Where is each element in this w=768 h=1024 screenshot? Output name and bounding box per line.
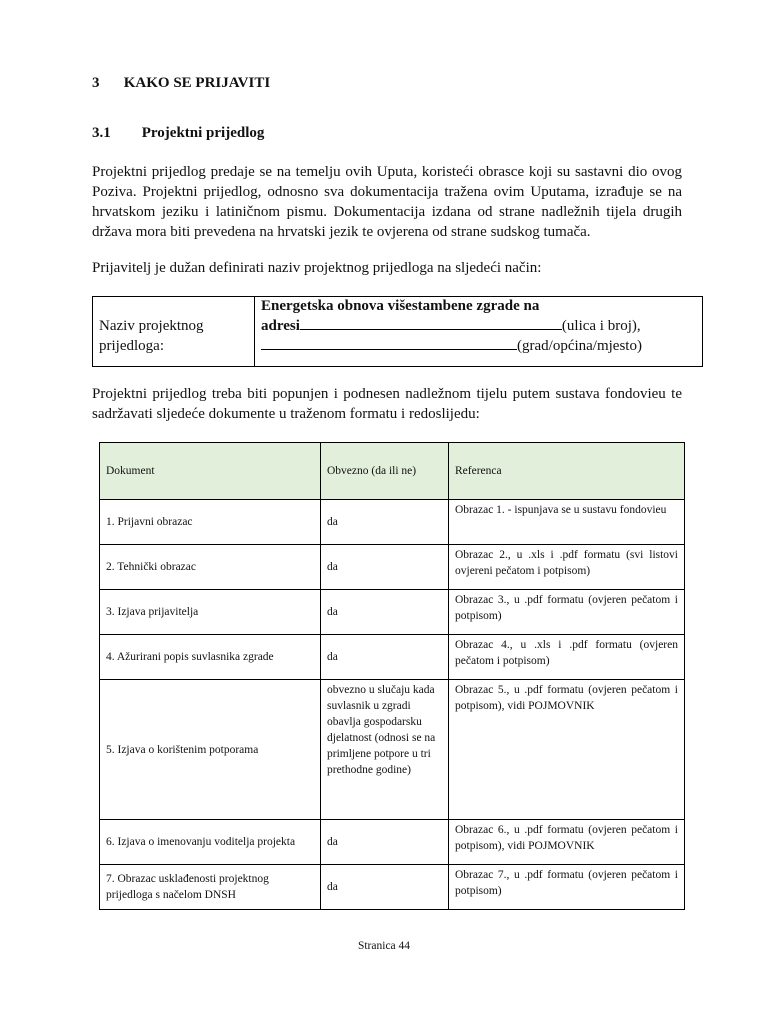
cell-referenca: Obrazac 2., u .xls i .pdf formatu (svi listovi ovjereni pečatom i potpisom) xyxy=(449,545,685,590)
page-footer: Stranica 44 xyxy=(357,940,411,952)
subsection-number: 3.1 xyxy=(92,125,111,141)
cell-obvezno: da xyxy=(321,500,449,545)
cell-referenca: Obrazac 6., u .pdf formatu (ovjeren pečatom i potpisom), vidi POJMOVNIK xyxy=(449,820,685,865)
cell-dokument: 7. Obrazac usklađenosti projektnog prijedloga s načelom DNSH xyxy=(100,865,321,910)
cell-dokument: 3. Izjava prijavitelja xyxy=(100,590,321,635)
paragraph-intro: Projektni prijedlog predaje se na temelju ovih Uputa, koristeći obrasce koji su sastavni dio ovog Poziva. Projektni prijedlog, odnosno sva dokumentacija tražena ovim Uputama, izrađuje se na hrvatskom jeziku i latiničnom pismu. Dokumentacija izdana od strane nadležnih tijela drugih država mora biti prevedena na hrvatski jezik te ovjerena od strane sudskog tumača. xyxy=(92,164,682,240)
paragraph-documents-instruction: Projektni prijedlog treba biti popunjen i podnesen nadležnom tijelu putem sustava fondovieu te sadržavati sljedeće dokumente u traženom formatu i redoslijedu: xyxy=(92,386,682,422)
documents-table xyxy=(99,442,685,910)
table-row xyxy=(100,635,685,680)
table-row xyxy=(100,680,685,820)
header-referenca: Referenca xyxy=(449,443,685,500)
address-blank-line xyxy=(300,316,562,330)
subsection-heading xyxy=(92,125,264,142)
naziv-label-cell xyxy=(93,297,255,366)
section-heading xyxy=(92,75,270,92)
header-obvezno: Obvezno (da ili ne) xyxy=(321,443,449,500)
cell-dokument: 4. Ažurirani popis suvlasnika zgrade xyxy=(100,635,321,680)
cell-dokument: 1. Prijavni obrazac xyxy=(100,500,321,545)
section-title: KAKO SE PRIJAVITI xyxy=(123,75,271,91)
table-row xyxy=(100,865,685,910)
cell-referenca: Obrazac 5., u .pdf formatu (ovjeren pečatom i potpisom), vidi POJMOVNIK xyxy=(449,680,685,820)
paragraph-naziv-instruction: Prijavitelj je dužan definirati naziv projektnog prijedloga na sljedeći način: xyxy=(92,260,542,276)
naziv-line3 xyxy=(261,336,701,356)
naziv-label: Naziv projektnog prijedloga: xyxy=(99,318,204,354)
cell-obvezno: da xyxy=(321,590,449,635)
subsection-title: Projektni prijedlog xyxy=(141,125,265,141)
cell-referenca: Obrazac 1. - ispunjava se u sustavu fondovieu xyxy=(449,500,685,545)
naziv-line3-suffix: (grad/općina/mjesto) xyxy=(517,338,642,354)
cell-referenca: Obrazac 7., u .pdf formatu (ovjeren pečatom i potpisom) xyxy=(449,865,685,910)
cell-obvezno: da xyxy=(321,545,449,590)
naziv-line1: Energetska obnova višestambene zgrade na xyxy=(261,298,540,314)
table-row xyxy=(100,545,685,590)
naziv-line2-suffix: (ulica i broj), xyxy=(561,318,641,334)
header-dokument: Dokument xyxy=(100,443,321,500)
naziv-line2-prefix: adresi xyxy=(261,318,300,334)
naziv-value-cell xyxy=(261,297,701,356)
cell-obvezno: da xyxy=(321,820,449,865)
cell-obvezno: obvezno u slučaju kada suvlasnik u zgradi obavlja gospodarsku djelatnost (odnosi se na primljene potpore u tri prethodne godine) xyxy=(321,680,449,820)
table-row xyxy=(100,820,685,865)
city-blank-line xyxy=(261,336,517,350)
cell-dokument: 6. Izjava o imenovanju voditelja projekta xyxy=(100,820,321,865)
cell-dokument: 2. Tehnički obrazac xyxy=(100,545,321,590)
table-header-row xyxy=(100,443,685,500)
cell-referenca: Obrazac 4., u .xls i .pdf formatu (ovjeren pečatom i potpisom) xyxy=(449,635,685,680)
cell-obvezno: da xyxy=(321,865,449,910)
naziv-line2 xyxy=(261,316,701,336)
cell-referenca: Obrazac 3., u .pdf formatu (ovjeren pečatom i potpisom) xyxy=(449,590,685,635)
cell-obvezno: da xyxy=(321,635,449,680)
cell-dokument: 5. Izjava o korištenim potporama xyxy=(100,680,321,820)
section-number: 3 xyxy=(92,75,100,91)
table-row xyxy=(100,590,685,635)
naziv-box xyxy=(92,296,703,367)
table-row xyxy=(100,500,685,545)
